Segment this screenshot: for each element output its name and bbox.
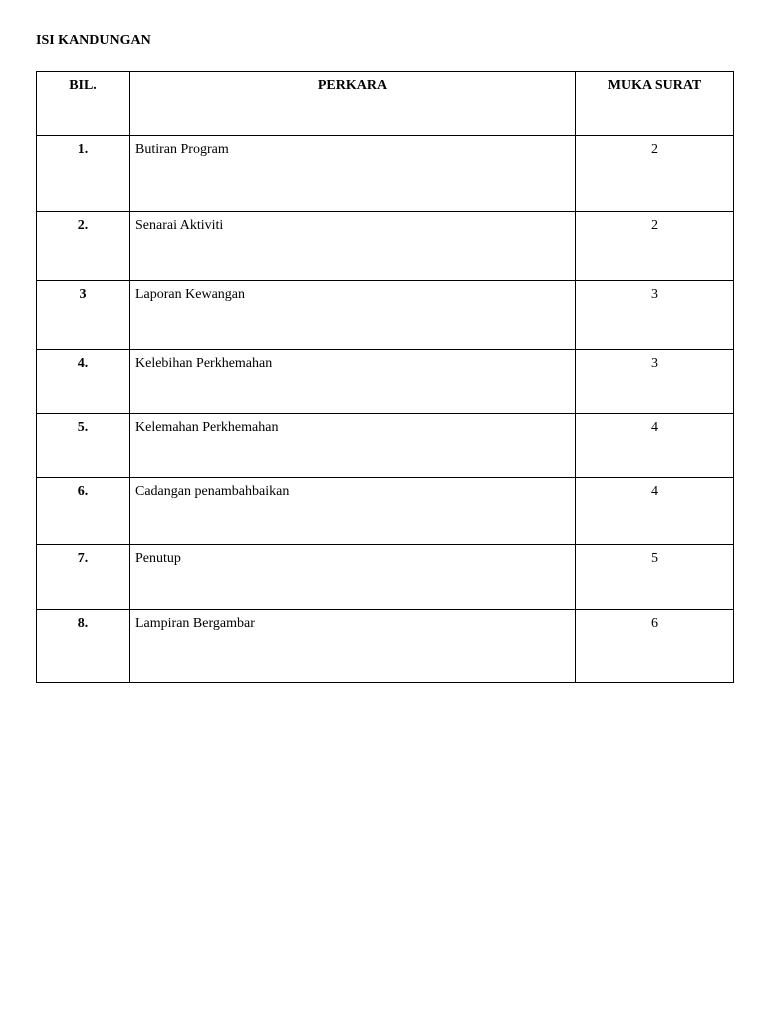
row-item: Laporan Kewangan — [130, 281, 576, 350]
table-row — [37, 281, 734, 350]
table-row — [37, 136, 734, 212]
row-page: 5 — [576, 545, 734, 610]
row-page: 2 — [576, 136, 734, 212]
row-item: Senarai Aktiviti — [130, 212, 576, 281]
header-perkara: PERKARA — [130, 72, 576, 136]
table-row — [37, 545, 734, 610]
row-item: Kelebihan Perkhemahan — [130, 350, 576, 414]
row-number: 5. — [37, 414, 130, 478]
row-number: 6. — [37, 478, 130, 545]
row-page: 6 — [576, 610, 734, 683]
document-title: ISI KANDUNGAN — [36, 33, 151, 48]
row-item: Kelemahan Perkhemahan — [130, 414, 576, 478]
row-number: 1. — [37, 136, 130, 212]
header-muka-surat: MUKA SURAT — [576, 72, 734, 136]
row-number: 2. — [37, 212, 130, 281]
table-row — [37, 478, 734, 545]
row-number: 3 — [37, 281, 130, 350]
table-header-row — [37, 72, 734, 136]
table-row — [37, 350, 734, 414]
row-number: 4. — [37, 350, 130, 414]
table-row — [37, 414, 734, 478]
header-bil: BIL. — [37, 72, 130, 136]
row-item: Cadangan penambahbaikan — [130, 478, 576, 545]
table-row — [37, 212, 734, 281]
row-item: Lampiran Bergambar — [130, 610, 576, 683]
row-number: 8. — [37, 610, 130, 683]
row-number: 7. — [37, 545, 130, 610]
row-item: Butiran Program — [130, 136, 576, 212]
row-page: 2 — [576, 212, 734, 281]
row-page: 4 — [576, 478, 734, 545]
contents-table — [36, 71, 734, 683]
row-page: 3 — [576, 350, 734, 414]
table-row — [37, 610, 734, 683]
row-page: 4 — [576, 414, 734, 478]
row-page: 3 — [576, 281, 734, 350]
row-item: Penutup — [130, 545, 576, 610]
